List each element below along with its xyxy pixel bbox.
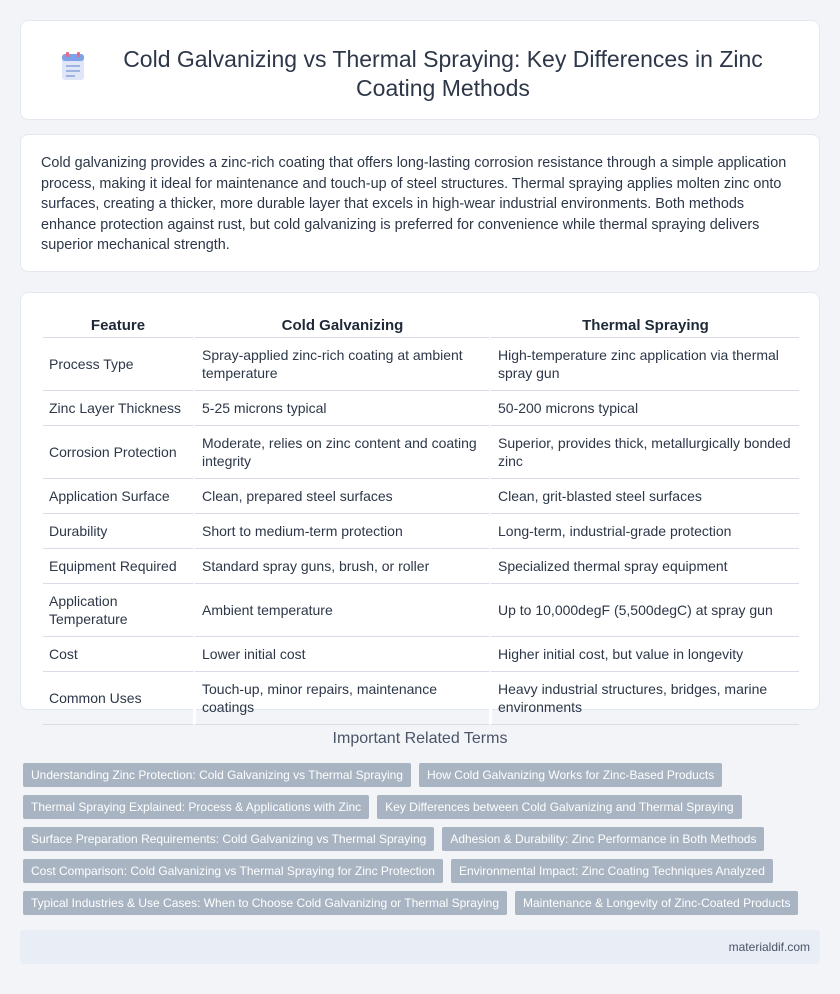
- cell-thermal-spraying: 50-200 microns typical: [489, 391, 799, 426]
- related-term-link[interactable]: Key Differences between Cold Galvanizing and Thermal Spraying: [377, 795, 741, 819]
- cell-thermal-spraying: Superior, provides thick, metallurgically bonded zinc: [489, 426, 799, 479]
- header-card: [20, 20, 820, 120]
- cell-feature: Zinc Layer Thickness: [43, 391, 193, 426]
- table-row: [43, 672, 799, 725]
- header-cold-galvanizing: Cold Galvanizing: [193, 309, 489, 338]
- table-header-row: [43, 309, 799, 338]
- related-terms-list: [23, 763, 813, 915]
- cell-feature: Application Temperature: [43, 584, 193, 637]
- cell-cold-galvanizing: Moderate, relies on zinc content and coating integrity: [193, 426, 489, 479]
- related-term-link[interactable]: Surface Preparation Requirements: Cold Galvanizing vs Thermal Spraying: [23, 827, 434, 851]
- cell-cold-galvanizing: Ambient temperature: [193, 584, 489, 637]
- related-term-link[interactable]: Understanding Zinc Protection: Cold Galvanizing vs Thermal Spraying: [23, 763, 411, 787]
- page-title: Cold Galvanizing vs Thermal Spraying: Key Differences in Zinc Coating Methods: [123, 46, 763, 101]
- related-term-link[interactable]: Adhesion & Durability: Zinc Performance in Both Methods: [442, 827, 764, 851]
- cell-thermal-spraying: Higher initial cost, but value in longevity: [489, 637, 799, 672]
- cell-cold-galvanizing: Clean, prepared steel surfaces: [193, 479, 489, 514]
- cell-thermal-spraying: Heavy industrial structures, bridges, marine environments: [489, 672, 799, 725]
- footer-site[interactable]: materialdif.com: [728, 940, 810, 954]
- table-row: [43, 637, 799, 672]
- cell-cold-galvanizing: 5-25 microns typical: [193, 391, 489, 426]
- comparison-table-card: [20, 292, 820, 715]
- cell-feature: Corrosion Protection: [43, 426, 193, 479]
- cell-cold-galvanizing: Touch-up, minor repairs, maintenance coatings: [193, 672, 489, 725]
- table-row: [43, 426, 799, 479]
- related-term-link[interactable]: Environmental Impact: Zinc Coating Techniques Analyzed: [451, 859, 773, 883]
- table-row: [43, 584, 799, 637]
- cell-cold-galvanizing: Standard spray guns, brush, or roller: [193, 549, 489, 584]
- intro-card: [20, 134, 820, 272]
- header-thermal-spraying: Thermal Spraying: [489, 309, 799, 338]
- related-term-link[interactable]: Typical Industries & Use Cases: When to Choose Cold Galvanizing or Thermal Spraying: [23, 891, 507, 915]
- footer: [20, 930, 820, 964]
- table-row: [43, 391, 799, 426]
- related-terms-title: Important Related Terms: [332, 730, 508, 747]
- cell-thermal-spraying: Up to 10,000degF (5,500degC) at spray gun: [489, 584, 799, 637]
- cell-thermal-spraying: Long-term, industrial-grade protection: [489, 514, 799, 549]
- cell-thermal-spraying: Clean, grit-blasted steel surfaces: [489, 479, 799, 514]
- table-row: [43, 338, 799, 391]
- comparison-table: [43, 309, 799, 725]
- related-term-link[interactable]: How Cold Galvanizing Works for Zinc-Based Products: [419, 763, 722, 787]
- cell-feature: Durability: [43, 514, 193, 549]
- cell-feature: Application Surface: [43, 479, 193, 514]
- related-term-link[interactable]: Maintenance & Longevity of Zinc-Coated Products: [515, 891, 798, 915]
- related-term-link[interactable]: Cost Comparison: Cold Galvanizing vs Thermal Spraying for Zinc Protection: [23, 859, 443, 883]
- document-icon: [61, 51, 87, 81]
- cell-thermal-spraying: High-temperature zinc application via thermal spray gun: [489, 338, 799, 391]
- table-row: [43, 514, 799, 549]
- cell-feature: Process Type: [43, 338, 193, 391]
- cell-thermal-spraying: Specialized thermal spray equipment: [489, 549, 799, 584]
- intro-paragraph: Cold galvanizing provides a zinc-rich coating that offers long-lasting corrosion resistance through a simple application process, making it ideal for maintenance and touch-up of steel structures. Thermal spraying applies molten zinc onto surfaces, creating a thicker, more durable layer that excels in high-wear industrial environments. Both methods enhance protection against rust, but cold galvanizing is preferred for convenience while thermal spraying delivers superior mechanical strength.: [41, 155, 787, 253]
- cell-feature: Cost: [43, 637, 193, 672]
- cell-cold-galvanizing: Short to medium-term protection: [193, 514, 489, 549]
- header-feature: Feature: [43, 309, 193, 338]
- cell-cold-galvanizing: Lower initial cost: [193, 637, 489, 672]
- cell-cold-galvanizing: Spray-applied zinc-rich coating at ambient temperature: [193, 338, 489, 391]
- related-term-link[interactable]: Thermal Spraying Explained: Process & Applications with Zinc: [23, 795, 369, 819]
- table-row: [43, 479, 799, 514]
- cell-feature: Common Uses: [43, 672, 193, 725]
- table-row: [43, 549, 799, 584]
- cell-feature: Equipment Required: [43, 549, 193, 584]
